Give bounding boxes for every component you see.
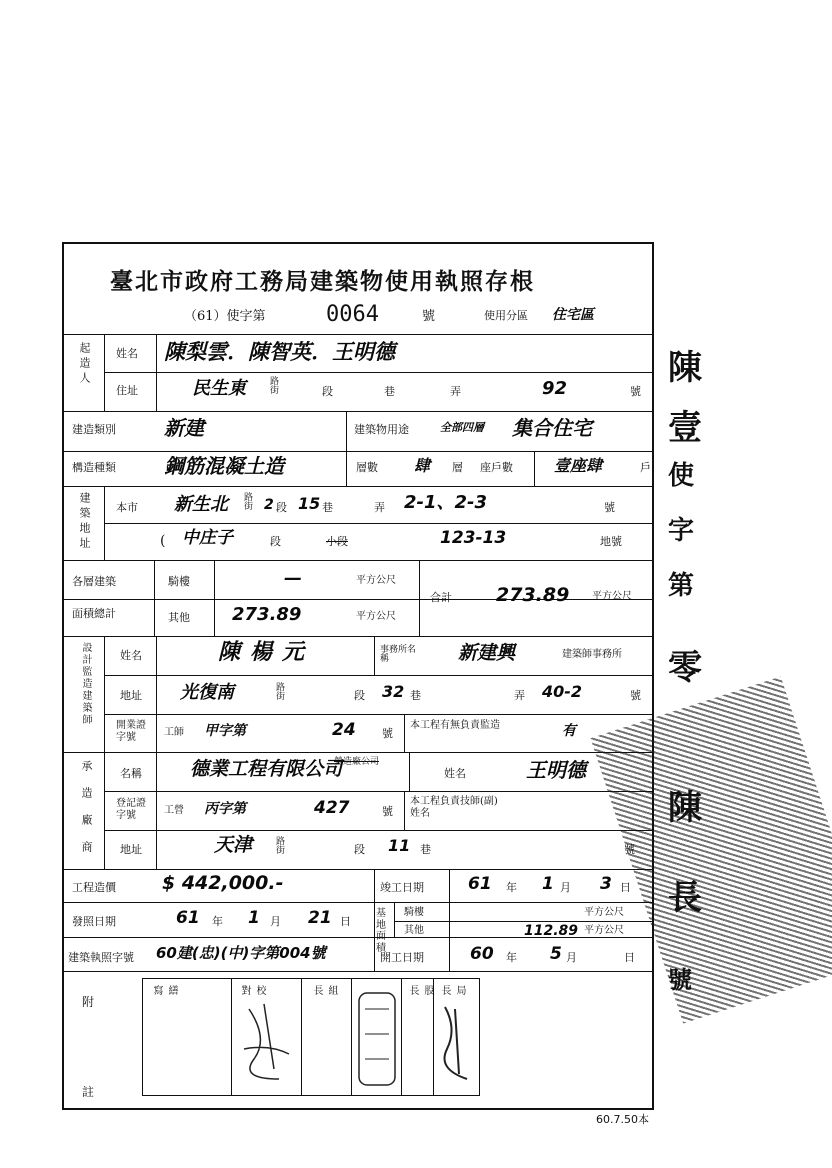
building-use-label: 建築物用途: [354, 423, 409, 436]
side-char-9: 號: [668, 965, 692, 994]
site-alley-suffix: 弄: [374, 501, 385, 514]
side-char-4: 字: [668, 516, 695, 546]
site-area-label: 基地面積: [376, 908, 386, 954]
contractor-reg-number: 427: [314, 798, 350, 818]
building-use-value: 集合住宅: [512, 416, 592, 440]
site-number-value: 2-1、2-3: [404, 492, 488, 513]
permit-label: 建築執照字號: [68, 951, 134, 964]
office-suffix: 建築師事務所: [562, 649, 622, 660]
floors-unit: 層: [452, 461, 463, 474]
finish-year-unit: 年: [506, 881, 517, 894]
site-arcade-label: 騎樓: [404, 907, 424, 918]
lot-section-suffix: 段: [270, 535, 281, 548]
permit-value: 60建(忠)(中)字第004號: [156, 944, 326, 962]
site-lane-suffix: 巷: [322, 501, 333, 514]
supervise-value: 有: [562, 723, 576, 739]
builder-address-road: 民生東: [192, 378, 246, 399]
architect-lane-suffix: 巷: [410, 689, 421, 702]
issue-year: 61: [176, 908, 200, 928]
finish-month-unit: 月: [560, 881, 571, 894]
issue-year-unit: 年: [212, 915, 223, 928]
contractor-company-suffix: 營造廠公司: [334, 757, 380, 767]
architect-cert-prefix: 工師: [164, 727, 184, 738]
contractor-tech-label: 本工程負責技師(副)姓名: [410, 796, 498, 819]
contractor-number-suffix: 號: [624, 843, 635, 856]
building-type-label: 建造類別: [72, 423, 116, 436]
architect-cert-label: 開業證字號: [116, 720, 146, 743]
permit-number-suffix: 號: [422, 309, 436, 324]
contractor-reg-label: 登記證字號: [116, 798, 146, 821]
builder-road-label: 路街: [270, 377, 280, 396]
contractor-lane-value: 11: [388, 836, 411, 855]
arcade-label: 騎樓: [168, 575, 190, 588]
side-char-7: 陳: [668, 788, 702, 828]
contractor-road-label: 路街: [276, 837, 286, 856]
architect-section-label: 設計監造建築師: [80, 642, 91, 726]
builder-name-label: 姓名: [116, 347, 138, 360]
issue-month: 1: [248, 908, 260, 928]
architect-address-label: 地址: [120, 689, 142, 702]
side-char-5: 第: [668, 571, 695, 601]
total-unit: 平方公尺: [592, 591, 632, 602]
architect-alley-suffix: 弄: [514, 689, 525, 702]
other-label: 其他: [168, 611, 190, 624]
builder-address-label: 住址: [116, 384, 138, 397]
units-unit: 戶: [640, 461, 651, 474]
builder-section-suffix: 段: [322, 385, 333, 398]
seal-stamp: [355, 989, 399, 1089]
finish-label: 竣工日期: [380, 881, 424, 894]
lot-number: 123-13: [440, 528, 507, 548]
contractor-lane-suffix: 巷: [420, 843, 431, 856]
total-value: 273.89: [496, 584, 570, 606]
zone-value: 住宅區: [552, 307, 594, 323]
architect-section-suffix: 段: [354, 689, 365, 702]
units-value: 壹座肆: [554, 456, 603, 475]
builder-alley-suffix: 弄: [450, 385, 461, 398]
total-label: 合計: [430, 591, 452, 604]
architect-number-suffix: 號: [630, 689, 641, 702]
contractor-address-road: 天津: [214, 834, 253, 856]
site-road-label: 路街: [244, 493, 254, 512]
office-value: 新建興: [458, 642, 516, 664]
finish-year: 61: [468, 874, 492, 894]
site-other-value: 112.89: [524, 923, 579, 939]
arcade-unit: 平方公尺: [356, 575, 396, 586]
other-unit: 平方公尺: [356, 611, 396, 622]
builder-lane-suffix: 巷: [384, 385, 395, 398]
contractor-owner: 王明德: [526, 758, 586, 782]
stamp-col-5: 局長: [439, 985, 465, 1057]
signature-scribble-2: [437, 999, 477, 1089]
site-road: 新生北: [174, 494, 228, 515]
issue-day-unit: 日: [340, 915, 351, 928]
finish-month: 1: [542, 874, 554, 894]
stamp-col-4: 股長: [407, 985, 433, 1057]
office-label: 事務所名稱: [380, 645, 417, 664]
site-section-value: 2: [264, 497, 274, 513]
side-char-6: 零: [668, 648, 702, 688]
floor-area-label-2: 面積總計: [72, 607, 116, 620]
start-label: 開工日期: [380, 951, 424, 964]
architect-name-label: 姓名: [120, 649, 142, 662]
architect-cert-value: 甲字第: [204, 723, 246, 739]
issue-day: 21: [308, 908, 332, 928]
signature-scribble: [239, 999, 299, 1089]
contractor-owner-label: 姓名: [444, 767, 466, 780]
arcade-value: —: [284, 568, 302, 589]
other-value: 273.89: [232, 604, 302, 625]
contractor-section-label: 承造廠商: [80, 760, 93, 868]
start-month-unit: 月: [566, 951, 577, 964]
site-other-label: 其他: [404, 925, 424, 936]
issue-month-unit: 月: [270, 915, 281, 928]
start-year-unit: 年: [506, 951, 517, 964]
notes-label-1: 附: [82, 995, 95, 1009]
architect-cert-number: 24: [332, 720, 356, 740]
stamp-col-3: 組長: [311, 985, 337, 1057]
contractor-name-label: 名稱: [120, 767, 142, 780]
start-year: 60: [470, 944, 494, 964]
permit-number: 0064: [326, 302, 379, 327]
floor-area-label-1: 各層建築: [72, 575, 116, 588]
architect-address-road: 光復南: [180, 682, 234, 703]
contractor-name: 德業工程有限公司: [190, 758, 343, 780]
form-title: 臺北市政府工務局建築物使用執照存根: [110, 268, 535, 295]
floors-label: 層數: [356, 461, 378, 474]
issue-label: 發照日期: [72, 915, 116, 928]
site-lane-value: 15: [298, 494, 321, 513]
supervise-label: 本工程有無負責監造: [410, 720, 500, 731]
builder-address-number: 92: [542, 378, 568, 399]
site-city-label: 本市: [116, 501, 138, 514]
builder-names: 陳梨雲．陳智英．王明德: [164, 340, 395, 364]
side-char-2: 壹: [668, 408, 702, 448]
building-type-value: 新建: [164, 416, 204, 440]
print-code: 60.7.50本: [596, 1113, 649, 1126]
cost-value: $ 442,000.-: [162, 872, 284, 894]
architect-road-label: 路街: [276, 683, 286, 702]
structure-value: 鋼筋混凝土造: [164, 454, 284, 478]
architect-cert-suffix: 號: [382, 727, 393, 740]
notes-label-2: 註: [82, 1085, 95, 1099]
builder-number-suffix: 號: [630, 385, 641, 398]
units-label: 座戶數: [480, 461, 513, 474]
finish-day: 3: [600, 874, 612, 894]
side-char-8: 長: [668, 878, 702, 918]
approval-stamp-table: [142, 978, 480, 1096]
site-other-unit: 平方公尺: [584, 925, 624, 936]
start-month: 5: [550, 944, 562, 964]
side-char-3: 使: [668, 461, 695, 491]
start-day-unit: 日: [624, 951, 635, 964]
building-use-prefix: 全部四層: [440, 421, 484, 434]
permit-number-prefix: （61）使字第: [184, 309, 266, 324]
contractor-reg-suffix: 號: [382, 805, 393, 818]
lot-area: 中庄子: [182, 528, 233, 548]
contractor-section-suffix: 段: [354, 843, 365, 856]
stamp-col-1: 繕寫: [151, 985, 177, 1057]
contractor-reg-value: 丙字第: [204, 801, 246, 817]
finish-day-unit: 日: [620, 881, 631, 894]
permit-form: 臺北市政府工務局建築物使用執照存根 （61）使字第 0064 號 使用分區 住宅區 起造人 姓名 陳梨雲．陳智英．王明德 住址 民生東 路街 段 巷 弄 92 號 建造類別 新建 建築物用途 全部四層 集合住宅 構造種類 鋼筋混凝土造 層數 肆 層 座戶數 壹座肆 戶 建築地址 本市 新生北 路街 2 段 15 巷 弄 2-1、2-3 號 ( 中庄子 段 小段 123-13 地號 各層建築 面積總計 騎樓 — 平方公尺 其他 273.89 平方公尺 合計 273.89 平方公尺 設計監造建築師 姓名 陳楊元 事務所名稱 新建興 建築師事務所 地址 光復南 路街 段 32 巷 弄 40-2 號 開業證字號 工師 甲字第 24 號 本工程有無負責監造 有 承造廠商 名稱 德業工程有限公司 營造廠公司 姓名 王明德 登記證字號 工營 丙字第 427 號 本工程負責技師(副)姓名 地址 天津 路街 段 11 巷 號 工程造價 $ 442,000.- 竣工日期 61 年 1 月 3 日 發照日期 61 年 1 月 21 日 基地面積 騎樓 其他 平方公尺 112.89 平方公尺 建築執照字號 60建(忠)(中)字第004號 開工日期 60 年 5 月 日 附 註 繕寫 校對 組長 股長 局長: [62, 242, 654, 1110]
side-char-1: 陳: [668, 348, 702, 388]
architect-number-value: 40-2: [542, 682, 583, 701]
site-arcade-unit: 平方公尺: [584, 907, 624, 918]
lot-subsection-suffix: 小段: [326, 535, 348, 548]
stamp-col-2: 校對: [239, 985, 265, 1057]
cost-label: 工程造價: [72, 881, 116, 894]
structure-label: 構造種類: [72, 461, 116, 474]
lot-suffix: 地號: [600, 535, 622, 548]
site-section-label: 建築地址: [78, 492, 91, 552]
site-number-suffix: 號: [604, 501, 615, 514]
site-section-suffix: 段: [276, 501, 287, 514]
zone-label: 使用分區: [484, 309, 528, 322]
builder-section-label: 起造人: [78, 342, 91, 387]
architect-lane-value: 32: [382, 682, 405, 701]
architect-name: 陳楊元: [218, 640, 315, 665]
contractor-address-label: 地址: [120, 843, 142, 856]
floors-value: 肆: [414, 456, 431, 475]
contractor-reg-prefix: 工營: [164, 805, 184, 816]
